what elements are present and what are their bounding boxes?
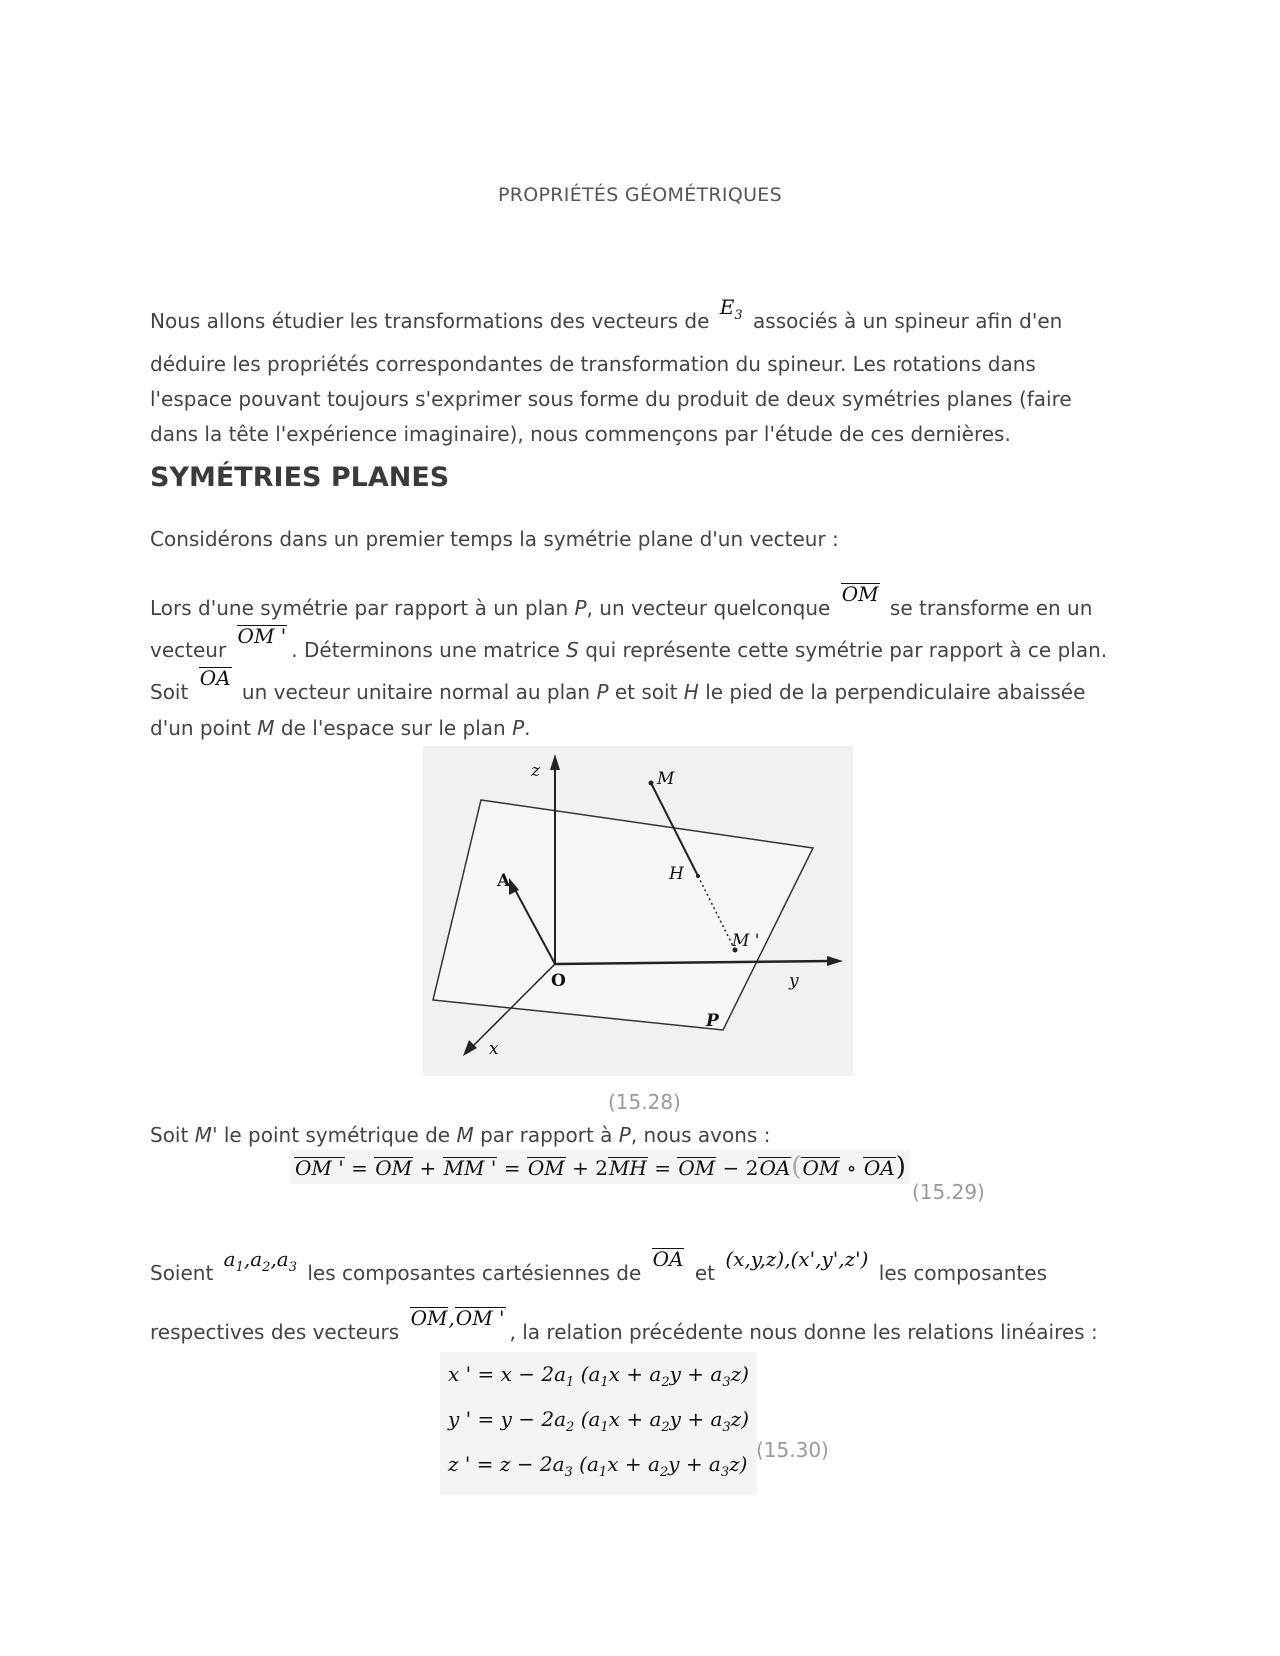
intro-line: dans la tête l'expérience imaginaire), nous commençons par l'étude de ces dernières.: [150, 422, 1011, 446]
e3-symbol: $E_3$: [719, 295, 743, 323]
vector-om: OM: [841, 582, 879, 606]
label-a: A: [497, 871, 511, 891]
symmetry-figure: [423, 746, 853, 1076]
paragraph-3: Soit M' le point symétrique de M par rapport à P, nous avons :: [150, 1123, 771, 1147]
label-o: O: [551, 971, 566, 991]
intro-line: l'espace pouvant toujours s'exprimer sous forme du produit de deux symétries planes (faire: [150, 387, 1072, 411]
label-x: x: [489, 1039, 499, 1059]
vector-oa-2: OA: [652, 1247, 684, 1271]
page-header: PROPRIÉTÉS GÉOMÉTRIQUES: [498, 184, 782, 206]
paragraph-4: Soient $a_1,a_2,a_3$ les composantes cartésiennes de OA et (x,y,z),(x',y',z') les composantes respectives des vecteurs OM,OM ', la relation précédente nous donne les relations linéaires :: [150, 1248, 1110, 1357]
section-title: SYMÉTRIES PLANES: [150, 462, 450, 493]
equation-15-29: OM ' = OM + MM ' = OM + 2MH = OM − 2OA(OM ∘ OA): [290, 1150, 910, 1184]
intro-line: déduire les propriétés correspondantes de transformation du spineur. Les rotations dans: [150, 352, 1036, 376]
paragraph-2: Lors d'une symétrie par rapport à un plan P, un vecteur quelconque OM se transforme en un vecteur OM '. Déterminons une matrice S qui représente cette symétrie par rapport à ce plan. Soit OA un vecteur unitaire normal au plan P et soit H le pied de la perpendiculaire abaissée d'un point M de l'espace sur le plan P.: [150, 587, 1110, 743]
figure-number: (15.28): [608, 1090, 681, 1114]
label-m: M: [657, 769, 675, 789]
coordinates: (x,y,z),(x',y',z'): [725, 1247, 869, 1271]
matrix-s: S: [566, 638, 579, 662]
vector-oa: OA: [199, 666, 231, 690]
intro-paragraph: [150, 295, 1110, 452]
label-h: H: [669, 864, 684, 884]
intro-text: associés à un spineur afin d'en: [753, 309, 1063, 333]
label-y: y: [789, 971, 799, 991]
vectors-om: OM,OM ': [410, 1306, 505, 1330]
equation-number-15-29: (15.29): [912, 1180, 985, 1204]
equation-number-15-30: (15.30): [756, 1438, 829, 1462]
plane-p: P: [574, 596, 587, 620]
label-m-prime: M ': [732, 931, 760, 951]
vector-om-prime: OM ': [237, 624, 287, 648]
label-p: P: [706, 1011, 719, 1031]
label-z: z: [531, 761, 540, 781]
equation-15-30: x ' = $x - 2a_1$ $(a_1x + a_2y + a_3z)$ y ' = $y - 2a_2$ $(a_1x + a_2y + a_3z)$ z ' = $z - 2a_3$ $(a_1x + a_2y + a_3z)$: [440, 1352, 757, 1495]
intro-text: Nous allons étudier les transformations des vecteurs de: [150, 309, 710, 333]
components-a: $a_1,a_2,a_3$: [223, 1247, 298, 1275]
paragraph-1: Considérons dans un premier temps la symétrie plane d'un vecteur :: [150, 527, 839, 551]
